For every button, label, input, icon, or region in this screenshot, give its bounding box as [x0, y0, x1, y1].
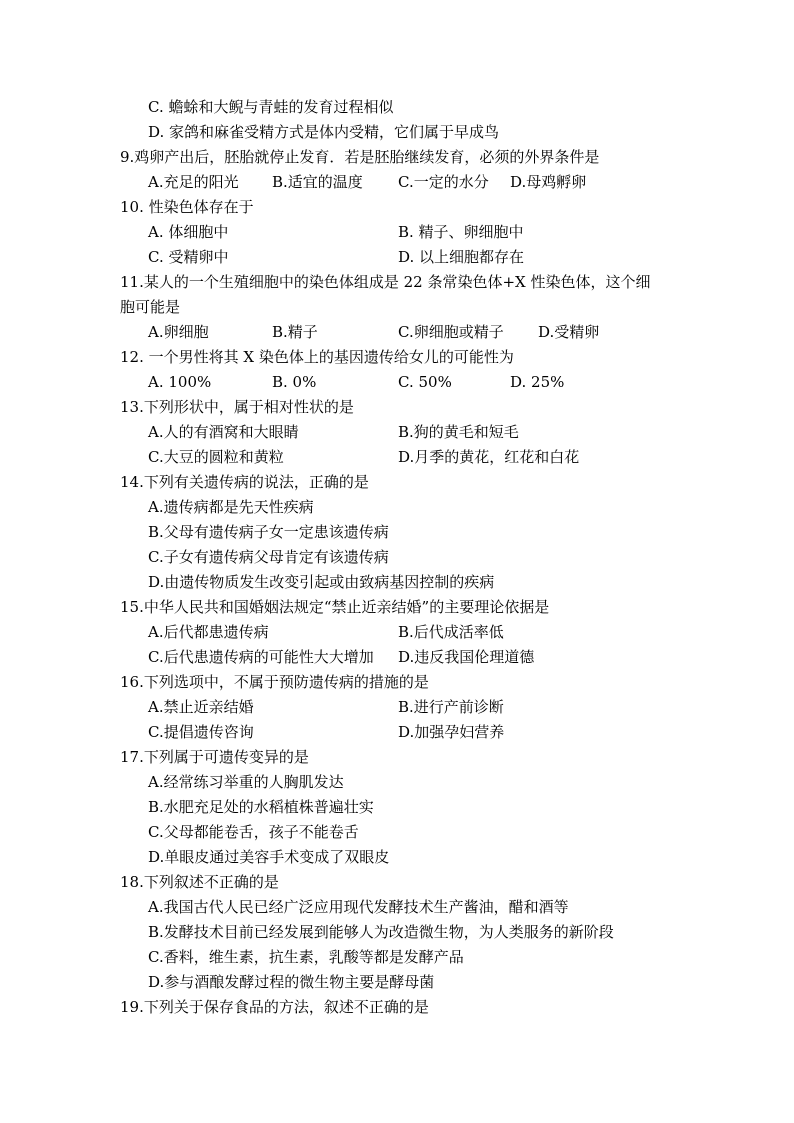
option-a: A.后代都患遗传病 — [148, 623, 269, 641]
option-a: A.经常练习举重的人胸肌发达 — [148, 773, 344, 791]
option-b: B. 精子、卵细胞中 — [398, 223, 524, 241]
option-c: C.子女有遗传病父母肯定有该遗传病 — [148, 548, 389, 566]
question-stem: 10. 性染色体存在于 — [120, 198, 254, 216]
question-stem: 19.下列关于保存食品的方法，叙述不正确的是 — [120, 998, 429, 1016]
option-a: A. 体细胞中 — [148, 223, 229, 241]
option-line: D. 家鸽和麻雀受精方式是体内受精，它们属于早成鸟 — [148, 123, 500, 141]
option-c: C.提倡遗传咨询 — [148, 723, 254, 741]
option-c: C.父母都能卷舌，孩子不能卷舌 — [148, 823, 359, 841]
option-c: C. 受精卵中 — [148, 248, 229, 266]
option-b: B.精子 — [272, 323, 318, 341]
question-stem: 16.下列选项中，不属于预防遗传病的措施的是 — [120, 673, 429, 691]
question-stem: 17.下列属于可遗传变异的是 — [120, 748, 309, 766]
question-stem: 12. 一个男性将其 X 染色体上的基因遗传给女儿的可能性为 — [120, 348, 514, 366]
option-d: D.受精卵 — [538, 323, 600, 341]
option-a: A.我国古代人民已经广泛应用现代发酵技术生产酱油，醋和酒等 — [148, 898, 569, 916]
option-b: B.狗的黄毛和短毛 — [398, 423, 519, 441]
option-c: C.后代患遗传病的可能性大大增加 — [148, 648, 374, 666]
option-d: D.由遗传物质发生改变引起或由致病基因控制的疾病 — [148, 573, 495, 591]
option-b: B.进行产前诊断 — [398, 698, 504, 716]
option-c: C.香料，维生素，抗生素，乳酸等都是发酵产品 — [148, 948, 464, 966]
option-c: C.一定的水分 — [398, 173, 489, 191]
option-b: B.发酵技术目前已经发展到能够人为改造微生物，为人类服务的新阶段 — [148, 923, 614, 941]
question-stem: 18.下列叙述不正确的是 — [120, 873, 279, 891]
option-a: A.遗传病都是先天性疾病 — [148, 498, 314, 516]
option-d: D.母鸡孵卵 — [510, 173, 587, 191]
option-b: B.后代成活率低 — [398, 623, 504, 641]
question-stem: 11.某人的一个生殖细胞中的染色体组成是 22 条常染色体+X 性染色体，这个细 — [120, 273, 651, 291]
option-d: D. 以上细胞都存在 — [398, 248, 525, 266]
question-stem: 14.下列有关遗传病的说法，正确的是 — [120, 473, 369, 491]
option-b: B.适宜的温度 — [272, 173, 363, 191]
option-b: B.父母有遗传病子女一定患该遗传病 — [148, 523, 389, 541]
option-a: A.人的有酒窝和大眼睛 — [148, 423, 299, 441]
option-c: C. 50% — [398, 373, 452, 391]
option-c: C.卵细胞或精子 — [398, 323, 504, 341]
option-a: A. 100% — [148, 373, 212, 391]
option-line: C. 蟾蜍和大鲵与青蛙的发育过程相似 — [148, 98, 394, 116]
option-a: A.禁止近亲结婚 — [148, 698, 254, 716]
option-a: A.卵细胞 — [148, 323, 209, 341]
option-d: D.加强孕妇营养 — [398, 723, 505, 741]
option-d: D.参与酒酿发酵过程的微生物主要是酵母菌 — [148, 973, 435, 991]
option-b: B.水肥充足处的水稻植株普遍壮实 — [148, 798, 374, 816]
option-b: B. 0% — [272, 373, 317, 391]
option-c: C.大豆的圆粒和黄粒 — [148, 448, 284, 466]
option-d: D.违反我国伦理道德 — [398, 648, 535, 666]
option-d: D.单眼皮通过美容手术变成了双眼皮 — [148, 848, 390, 866]
question-stem: 15.中华人民共和国婚姻法规定“禁止近亲结婚”的主要理论依据是 — [120, 598, 550, 616]
option-d: D.月季的黄花，红花和白花 — [398, 448, 580, 466]
option-d: D. 25% — [510, 373, 565, 391]
question-stem-continued: 胞可能是 — [120, 298, 181, 316]
question-stem: 9.鸡卵产出后，胚胎就停止发育．若是胚胎继续发育，必须的外界条件是 — [120, 148, 600, 166]
option-a: A.充足的阳光 — [148, 173, 239, 191]
question-stem: 13.下列形状中，属于相对性状的是 — [120, 398, 354, 416]
